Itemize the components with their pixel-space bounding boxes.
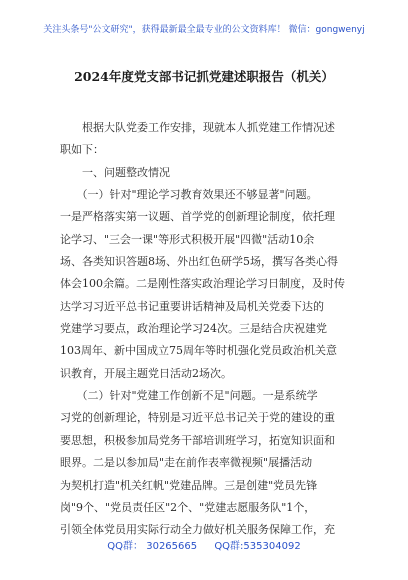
body-line: 103周年、新中国成立75周年等时机强化党员政治机关意 [60,344,337,358]
promo-banner: 关注头条号"公文研究"，获得最新最全最专业的公文资料库！ 微信：gongwenyj [43,25,365,35]
body-line: 党建学习要点，政治理论学习24次。三是结合庆祝建党 [60,322,327,336]
body-line: 为契机打造"机关红帆"党建品牌。三是创建"党员先锋 [60,478,318,492]
section-heading: 一、问题整改情况 [60,165,170,179]
body-line: 岗"9个、"党员责任区"2个、"党建志愿服务队"1个， [60,500,316,514]
body-line: 要思想，积极参加局党务干部培训班学习，拓宽知识面和 [60,433,335,447]
body-line: 一是严格落实第一议题、首学党的创新理论制度，依托理 [60,210,335,224]
body-line: 论学习、"三会一课"等形式积极开展"四微"活动10余 [60,232,315,246]
document-title: 2024年度党支部书记抓党建述职报告（机关） [74,69,334,84]
body-line: （一）针对"理论学习教育效果还不够显著"问题。 [60,188,318,202]
qq-group-2: QQ群:535304092 [214,541,301,552]
body-line: 体会100余篇。二是刚性落实政治理论学习日制度，及时传 [60,277,345,291]
body-line: 达学习习近平总书记重要讲话精神及局机关党委下达的 [60,299,324,313]
body-line: 职如下： [60,143,104,157]
body-line: 场、各类知识答题8场、外出红色研学5场，撰写各类心得 [60,255,338,269]
footer-contact [0,537,408,552]
body-line: 眼界。二是以参加局"走在前作表率微视频"展播活动 [60,456,313,470]
body-line: 习党的创新理论，特别是习近平总书记关于党的建设的重 [60,411,335,425]
body-line: 引领全体党员用实际行动全力做好机关服务保障工作，充 [60,523,335,537]
body-line: 识教育，开展主题党日活动2场次。 [60,366,232,380]
body-line: 根据大队党委工作安排，现就本人抓党建工作情况述 [60,121,335,134]
qq-group-1: QQ群： 30265665 [107,541,198,552]
body-line: （二）针对"党建工作创新不足"问题。一是系统学 [60,389,318,403]
document-body [60,117,350,542]
